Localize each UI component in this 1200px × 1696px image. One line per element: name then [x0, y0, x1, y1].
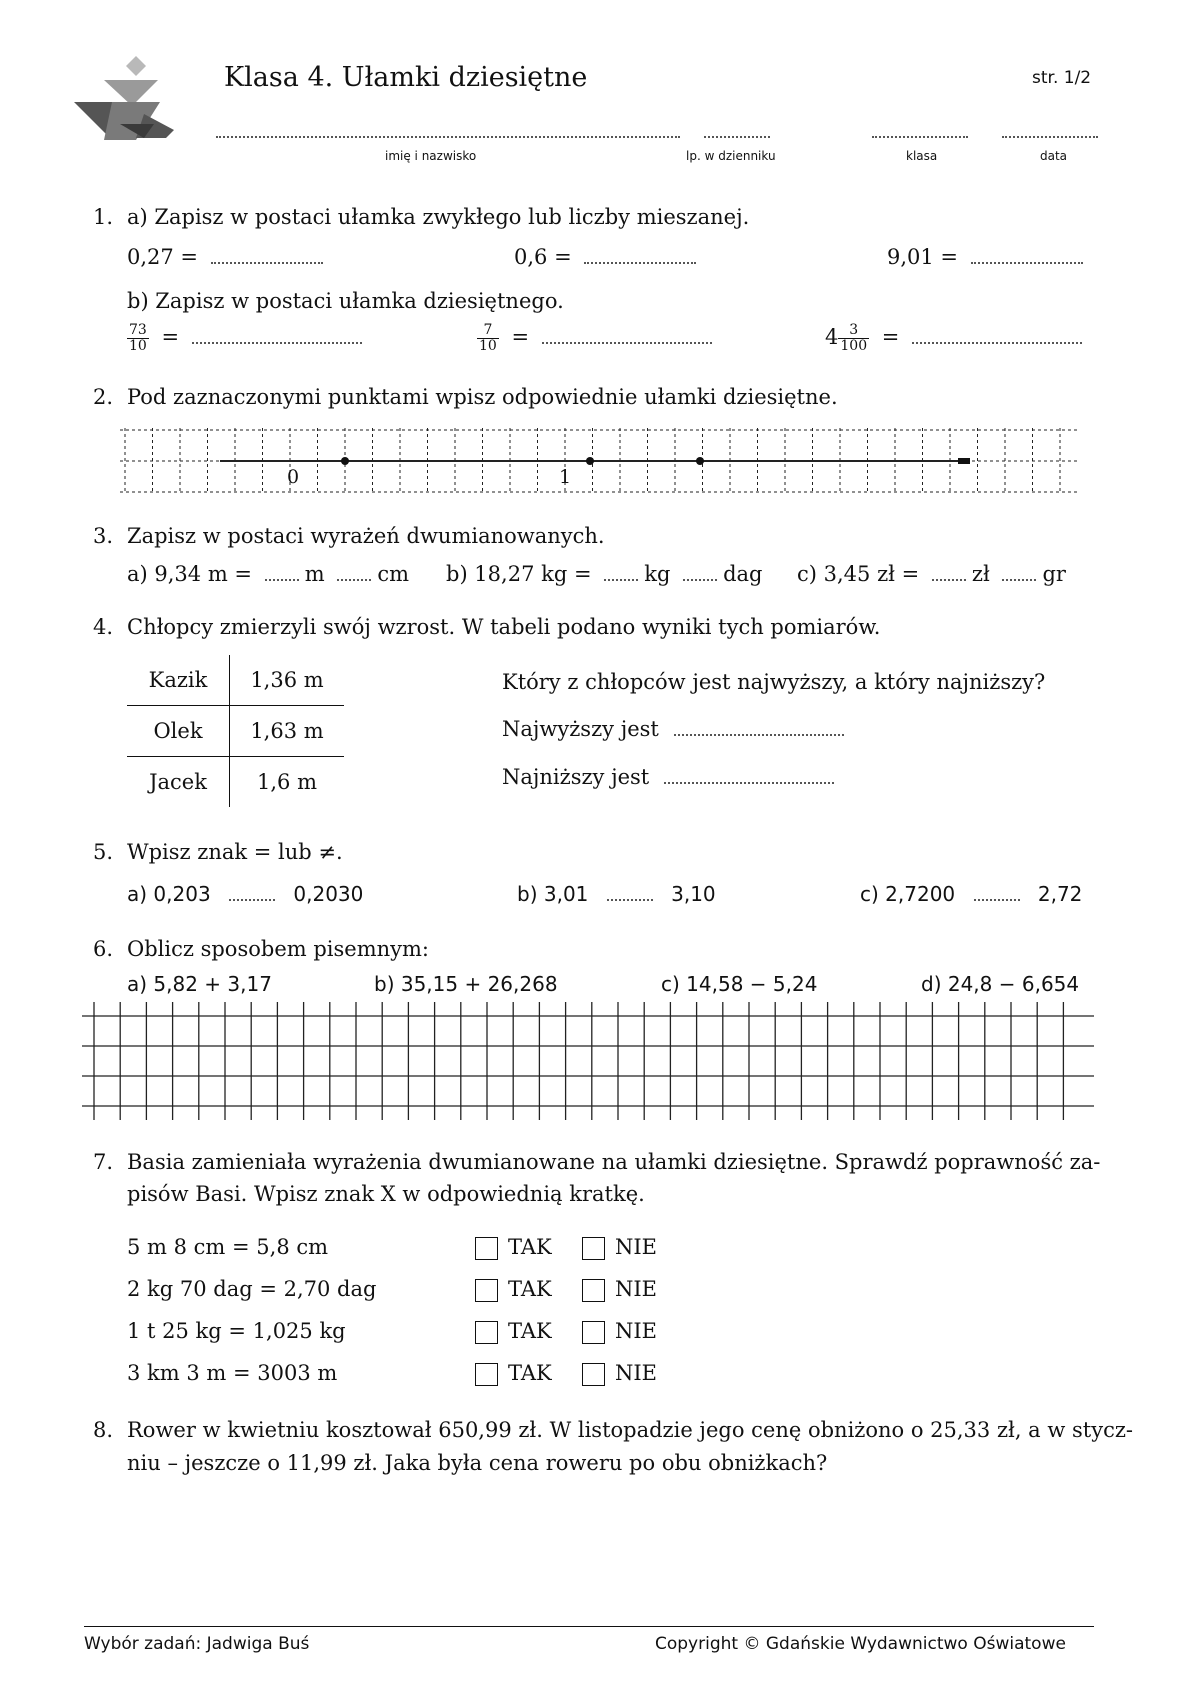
- student-height: 1,6 m: [257, 770, 317, 794]
- q1a-item-1: [127, 245, 323, 269]
- question-1b-text: b) Zapisz w postaci ułamka dziesiętnego.: [127, 289, 564, 313]
- number-line-label-1: 1: [559, 466, 572, 488]
- footer-copyright: Copyright © Gdańskie Wydawnictwo Oświatowe: [655, 1634, 1066, 1654]
- number-line-grid: [120, 426, 1090, 496]
- class-field-label: klasa: [906, 149, 938, 163]
- no-checkbox[interactable]: [582, 1279, 605, 1302]
- question-8-text-line-1: Rower w kwietniu kosztował 650,99 zł. W listopadzie jego cenę obniżono o 25,33 zł, a w stycz-: [127, 1418, 1134, 1442]
- q5c-item: c) 2,7200 2,72: [860, 882, 1083, 906]
- question-6-text: Oblicz sposobem pisemnym:: [127, 937, 429, 961]
- shortest-answer: Najniższy jest: [502, 765, 834, 789]
- number-line-point: [586, 457, 594, 465]
- no-checkbox[interactable]: [582, 1363, 605, 1386]
- mixed-number-whole: 4: [825, 325, 839, 349]
- number-line-point: [696, 457, 704, 465]
- date-field-label: data: [1040, 149, 1068, 163]
- answer-line[interactable]: [683, 578, 717, 581]
- answer-line[interactable]: [229, 898, 275, 901]
- q7-row-2: 2 kg 70 dag = 2,70 dag TAK NIE: [127, 1277, 657, 1301]
- answer-line[interactable]: [604, 578, 638, 581]
- q1a-item-3: [887, 245, 1083, 269]
- q5b-item: b) 3,01 3,10: [517, 882, 716, 906]
- q1b-item-3: 4 $\frac{3}{100}$ =: [825, 323, 1082, 354]
- number-line-point: [958, 458, 970, 464]
- answer-line[interactable]: [265, 578, 299, 581]
- question-1a-text: a) Zapisz w postaci ułamka zwykłego lub liczby mieszanej.: [127, 205, 750, 229]
- yes-checkbox[interactable]: [475, 1237, 498, 1260]
- question-7-text-line-1: Basia zamieniała wyrażenia dwumianowane na ułamki dziesiętne. Sprawdź poprawność za-: [127, 1150, 1101, 1174]
- q6b-expression: b) 35,15 + 26,268: [374, 972, 558, 996]
- answer-line[interactable]: [211, 261, 323, 264]
- name-field-label: imię i nazwisko: [385, 149, 477, 163]
- register-number-field-line[interactable]: [704, 136, 770, 138]
- student-name: Kazik: [127, 655, 230, 706]
- q1b-item-2: $\frac{7}{10}$ =: [477, 323, 712, 354]
- q6a-expression: a) 5,82 + 3,17: [127, 972, 272, 996]
- question-8-text-line-2: niu – jeszcze o 11,99 zł. Jaka była cena roweru po obu obniżkach?: [127, 1451, 828, 1475]
- yes-checkbox[interactable]: [475, 1363, 498, 1386]
- answer-line[interactable]: [971, 261, 1083, 264]
- table-row: [127, 757, 344, 808]
- q6c-expression: c) 14,58 − 5,24: [661, 972, 818, 996]
- answer-line[interactable]: [584, 261, 696, 264]
- yes-checkbox[interactable]: [475, 1321, 498, 1344]
- heights-table: [127, 655, 344, 807]
- question-1-number: 1.: [93, 205, 114, 229]
- publisher-logo: [74, 54, 182, 146]
- footer-divider: [84, 1626, 1094, 1627]
- register-number-field-label: lp. w dzienniku: [686, 149, 776, 163]
- calculation-grid[interactable]: [82, 1002, 1094, 1122]
- q1a-expression: 0,6 =: [514, 245, 572, 269]
- name-field-line[interactable]: [216, 136, 680, 138]
- answer-line[interactable]: [607, 898, 653, 901]
- answer-line[interactable]: [932, 578, 966, 581]
- question-5-number: 5.: [93, 840, 114, 864]
- q5a-item: a) 0,203 0,2030: [127, 882, 364, 906]
- student-name: Jacek: [127, 757, 230, 808]
- student-height: 1,36 m: [230, 655, 345, 706]
- q1a-expression: 9,01 =: [887, 245, 959, 269]
- question-5-text: Wpisz znak = lub ≠.: [127, 840, 343, 864]
- conversion-statement: 2 kg 70 dag = 2,70 dag: [127, 1277, 377, 1301]
- question-2-number: 2.: [93, 385, 114, 409]
- date-field-line[interactable]: [1002, 136, 1098, 138]
- question-8-number: 8.: [93, 1418, 114, 1442]
- class-field-line[interactable]: [872, 136, 968, 138]
- table-row: [127, 706, 344, 757]
- no-checkbox[interactable]: [582, 1237, 605, 1260]
- table-row: [127, 655, 344, 706]
- answer-line[interactable]: [192, 341, 362, 344]
- q7-row-1: 5 m 8 cm = 5,8 cm TAK NIE: [127, 1235, 657, 1259]
- question-3-number: 3.: [93, 524, 114, 548]
- q3c-item: c) 3,45 zł = zł gr: [797, 562, 1066, 586]
- no-checkbox[interactable]: [582, 1321, 605, 1344]
- conversion-statement: 5 m 8 cm = 5,8 cm: [127, 1235, 329, 1259]
- question-3-text: Zapisz w postaci wyrażeń dwumianowanych.: [127, 524, 605, 548]
- tallest-answer: Najwyższy jest: [502, 717, 844, 741]
- answer-line[interactable]: [674, 733, 844, 736]
- answer-line[interactable]: [337, 578, 371, 581]
- q3a-item: a) 9,34 m = m cm: [127, 562, 409, 586]
- fraction: $\frac{73}{10}$: [129, 322, 147, 354]
- conversion-statement: 3 km 3 m = 3003 m: [127, 1361, 338, 1385]
- question-4-text: Chłopcy zmierzyli swój wzrost. W tabeli podano wyniki tych pomiarów.: [127, 615, 881, 639]
- question-4-subquestion: Który z chłopców jest najwyższy, a który najniższy?: [502, 670, 1046, 694]
- answer-line[interactable]: [542, 341, 712, 344]
- question-4-number: 4.: [93, 615, 114, 639]
- q1a-expression: 0,27 =: [127, 245, 199, 269]
- answer-line[interactable]: [912, 341, 1082, 344]
- q1b-item-1: $\frac{73}{10}$ =: [127, 323, 362, 354]
- page-title: Klasa 4. Ułamki dziesiętne: [224, 62, 588, 93]
- q7-row-4: 3 km 3 m = 3003 m TAK NIE: [127, 1361, 657, 1385]
- answer-line[interactable]: [974, 898, 1020, 901]
- number-line-label-0: 0: [287, 466, 300, 488]
- q3b-item: b) 18,27 kg = kg dag: [446, 562, 763, 586]
- question-7-text-line-2: pisów Basi. Wpisz znak X w odpowiednią kratkę.: [127, 1182, 645, 1206]
- conversion-statement: 1 t 25 kg = 1,025 kg: [127, 1319, 346, 1343]
- number-line-point: [341, 457, 349, 465]
- fraction: $\frac{3}{100}$: [840, 322, 868, 354]
- student-height: 1,63 m: [230, 706, 345, 757]
- question-6-number: 6.: [93, 937, 114, 961]
- q1a-item-2: [514, 245, 696, 269]
- footer-author: Wybór zadań: Jadwiga Buś: [84, 1634, 310, 1654]
- question-2-text: Pod zaznaczonymi punktami wpisz odpowiednie ułamki dziesiętne.: [127, 385, 838, 409]
- answer-line[interactable]: [664, 781, 834, 784]
- page-number: str. 1/2: [1032, 68, 1092, 88]
- yes-checkbox[interactable]: [475, 1279, 498, 1302]
- q7-row-3: 1 t 25 kg = 1,025 kg TAK NIE: [127, 1319, 657, 1343]
- student-name: Olek: [127, 706, 230, 757]
- fraction: $\frac{7}{10}$: [479, 322, 497, 354]
- q6d-expression: d) 24,8 − 6,654: [921, 972, 1080, 996]
- answer-line[interactable]: [1002, 578, 1036, 581]
- question-7-number: 7.: [93, 1150, 114, 1174]
